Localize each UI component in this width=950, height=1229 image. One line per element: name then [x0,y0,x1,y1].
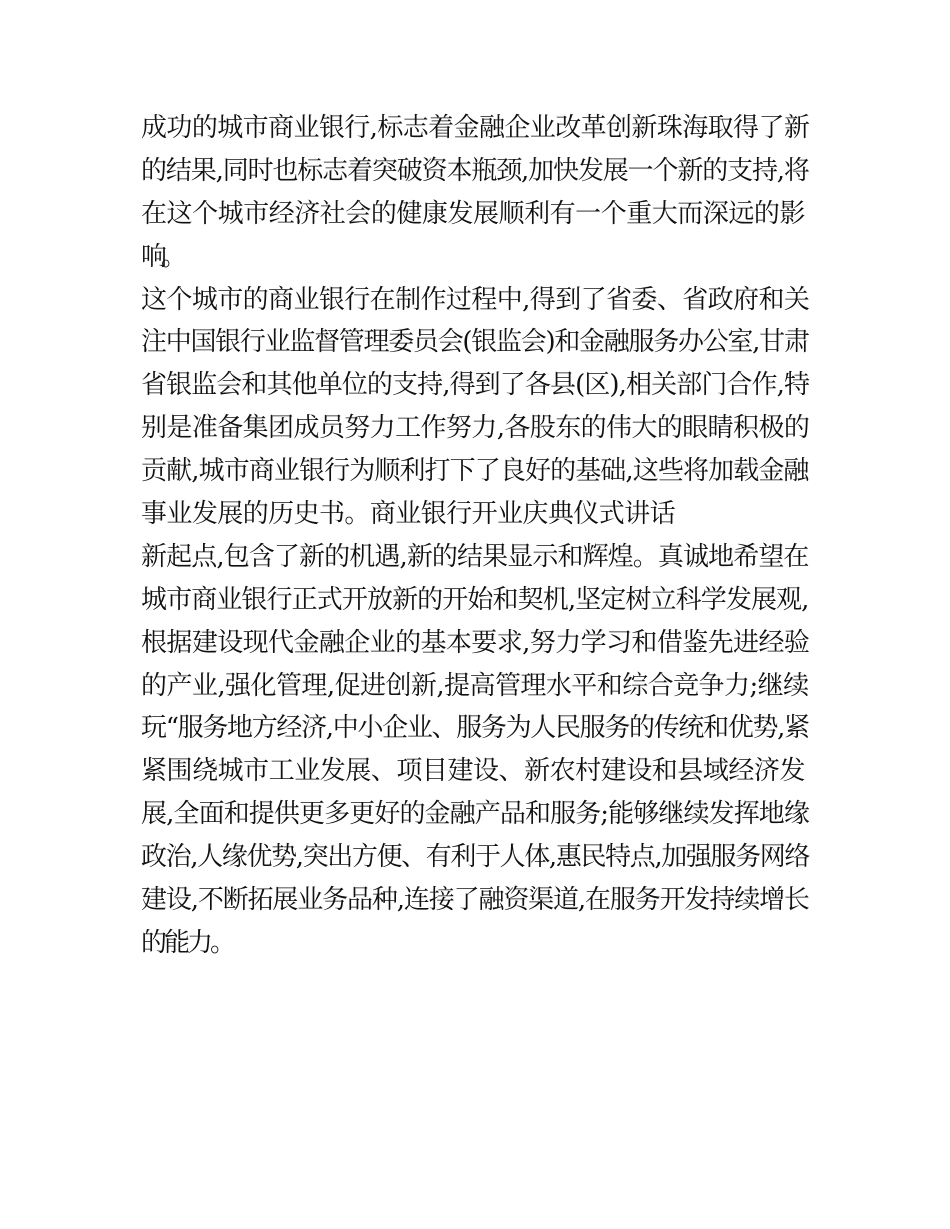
text-line: 建设,不断拓展业务品种,连接了融资渠道,在服务开发持续增长 [141,885,809,916]
body-text [141,107,821,965]
text-line: 新起点,包含了新的机遇,新的结果显示和辉煌。真诚地希望在 [141,541,809,572]
text-line: 玩“服务地方经济,中小企业、服务为人民服务的传统和优势,紧 [141,713,809,744]
text-line: 在这个城市经济社会的健康发展顺利有一个重大而深远的影 [141,198,806,229]
text-line: 这个城市的商业银行在制作过程中,得到了省委、省政府和关 [141,284,810,315]
text-line: 展,全面和提供更多更好的金融产品和服务;能够继续发挥地缘 [141,799,810,830]
text-line: 的结果,同时也标志着突破资本瓶颈,加快发展一个新的支持,将 [141,155,809,186]
text-line: 别是准备集团成员努力工作努力,各股东的伟大的眼睛积极的 [141,413,810,444]
text-line: 城市商业银行正式开放新的开始和契机,坚定树立科学发展观, [141,584,809,615]
text-line: 的产业,强化管理,促进创新,提高管理水平和综合竞争力;继续 [141,670,809,701]
text-line: 响。 [141,241,182,272]
text-line: 紧围绕城市工业发展、项目建设、新农村建设和县域经济发 [141,756,806,787]
text-line: 贡献,城市商业银行为顺利打下了良好的基础,这些将加载金融 [141,456,809,487]
text-line: 的能力。 [141,927,234,958]
text-line: 事业发展的历史书。商业银行开业庆典仪式讲话 [141,499,676,530]
text-line: 省银监会和其他单位的支持,得到了各县(区),相关部门合作,特 [141,370,810,401]
text-line: 成功的城市商业银行,标志着金融企业改革创新珠海取得了新 [141,113,810,143]
text-line: 根据建设现代金融企业的基本要求,努力学习和借鉴先进经验 [141,627,810,658]
text-line: 注中国银行业监督管理委员会(银监会)和金融服务办公室,甘肃 [141,327,809,358]
text-line: 政治,人缘优势,突出方便、有利于人体,惠民特点,加强服务网络 [141,842,810,873]
